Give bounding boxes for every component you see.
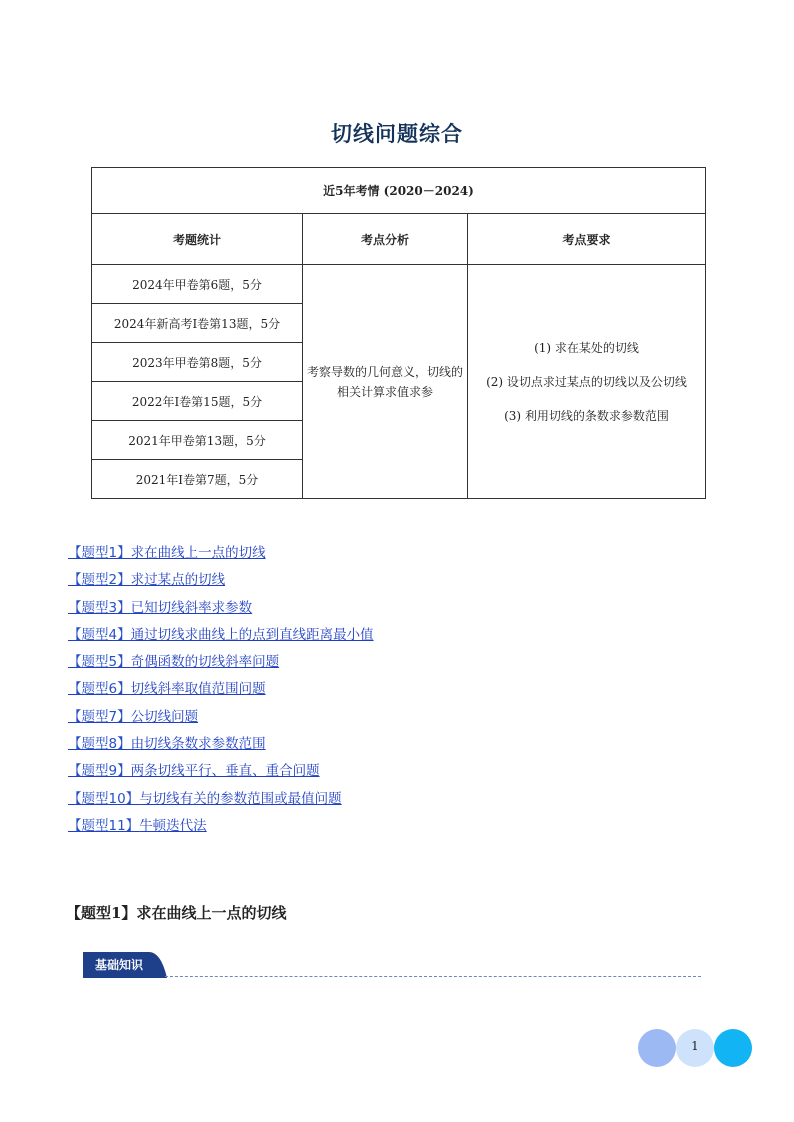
toc-tag: 【题型3】 xyxy=(68,599,131,616)
toc-text: 公切线问题 xyxy=(130,708,199,725)
table-caption: 近5年考情 (2020－2024) xyxy=(92,168,706,214)
toc-link-8[interactable] xyxy=(68,734,374,761)
toc-tag: 【题型7】 xyxy=(68,708,131,725)
exam-stat-item: 2023年甲卷第8题，5分 xyxy=(92,343,303,382)
toc-link-2[interactable] xyxy=(68,570,374,597)
exam-stat-item: 2024年新高考I卷第13题，5分 xyxy=(92,304,303,343)
header-point-requirements: 考点要求 xyxy=(468,214,706,265)
toc-link-7[interactable] xyxy=(68,707,374,734)
requirement-item: (1) 求在某处的切线 xyxy=(534,340,639,355)
toc-text: 已知切线斜率求参数 xyxy=(130,599,253,616)
toc-text: 切线斜率取值范围问题 xyxy=(130,681,266,698)
table-of-contents xyxy=(68,543,374,843)
toc-text: 牛顿迭代法 xyxy=(139,817,207,834)
toc-text: 两条切线平行、垂直、重合问题 xyxy=(130,763,320,780)
toc-tag: 【题型10】 xyxy=(68,790,140,807)
toc-tag: 【题型5】 xyxy=(68,654,131,671)
toc-link-5[interactable] xyxy=(68,652,374,679)
point-analysis-text: 考察导数的几何意义，切线的相关计算求值求参 xyxy=(303,265,468,499)
toc-link-3[interactable] xyxy=(68,598,374,625)
toc-link-9[interactable] xyxy=(68,761,374,788)
toc-text: 由切线条数求参数范围 xyxy=(130,736,266,753)
point-requirements xyxy=(468,265,706,499)
exam-stat-item: 2024年甲卷第6题，5分 xyxy=(92,265,303,304)
toc-tag: 【题型4】 xyxy=(68,626,131,643)
toc-tag: 【题型11】 xyxy=(68,817,140,834)
basic-knowledge-badge xyxy=(83,952,169,978)
page-title: 切线问题综合 xyxy=(331,121,463,146)
toc-text: 奇偶函数的切线斜率问题 xyxy=(130,654,280,671)
page-dot-left xyxy=(638,1029,676,1067)
dashed-divider xyxy=(165,976,701,977)
toc-text: 通过切线求曲线上的点到直线距离最小值 xyxy=(130,626,374,643)
header-point-analysis: 考点分析 xyxy=(303,214,468,265)
page-number: 1 xyxy=(691,1039,699,1053)
toc-link-10[interactable] xyxy=(68,789,374,816)
badge-label: 基础知识 xyxy=(95,958,144,972)
exam-statistics-table xyxy=(91,167,706,499)
header-exam-statistics: 考题统计 xyxy=(92,214,303,265)
requirement-item: (2) 设切点求过某点的切线以及公切线 xyxy=(486,374,687,389)
toc-tag: 【题型2】 xyxy=(68,572,131,589)
exam-stat-item: 2022年I卷第15题，5分 xyxy=(92,382,303,421)
toc-link-6[interactable] xyxy=(68,679,374,706)
toc-tag: 【题型9】 xyxy=(68,763,131,780)
toc-link-11[interactable] xyxy=(68,816,374,843)
toc-link-4[interactable] xyxy=(68,625,374,652)
exam-stat-item: 2021年甲卷第13题，5分 xyxy=(92,421,303,460)
page-number-indicator xyxy=(638,1029,753,1067)
toc-text: 求在曲线上一点的切线 xyxy=(130,545,266,561)
requirement-item: (3) 利用切线的条数求参数范围 xyxy=(504,408,669,423)
toc-tag: 【题型6】 xyxy=(68,681,131,698)
toc-text: 求过某点的切线 xyxy=(130,572,226,589)
toc-tag: 【题型1】 xyxy=(68,545,131,561)
exam-stat-item: 2021年I卷第7题，5分 xyxy=(92,460,303,499)
toc-text: 与切线有关的参数范围或最值问题 xyxy=(139,790,342,807)
toc-tag: 【题型8】 xyxy=(68,736,131,753)
section-heading: 【题型1】求在曲线上一点的切线 xyxy=(66,904,287,922)
page-dot-right xyxy=(714,1029,752,1067)
toc-link-1[interactable] xyxy=(68,543,374,570)
